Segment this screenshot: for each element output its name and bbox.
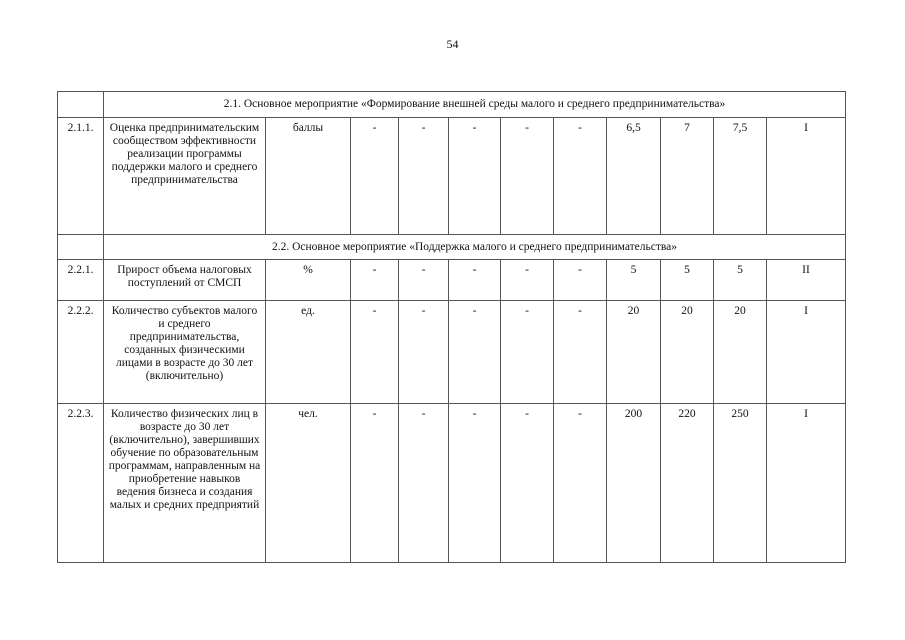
table-row [58, 260, 846, 301]
indicator-name: Прирост объема налоговых поступлений от СМСП [104, 260, 266, 301]
category-cell: I [767, 404, 846, 563]
value-cell: - [351, 404, 399, 563]
table-row [58, 404, 846, 563]
indicator-name: Количество физических лиц в возрасте до 30 лет (включительно), завершивших обучение по образовательным программам, направленным на приобретение навыков ведения бизнеса и создания малых и средних предприятий [104, 404, 266, 563]
value-cell: 7,5 [714, 118, 767, 235]
value-cell: - [554, 118, 607, 235]
category-cell: II [767, 260, 846, 301]
value-cell: 7 [661, 118, 714, 235]
value-cell: - [501, 118, 554, 235]
value-cell: - [554, 404, 607, 563]
unit-cell: чел. [266, 404, 351, 563]
value-cell: - [351, 301, 399, 404]
value-cell: 220 [661, 404, 714, 563]
value-cell: 6,5 [607, 118, 661, 235]
section-num-cell [58, 235, 104, 260]
section-row [58, 92, 846, 118]
value-cell: - [449, 404, 501, 563]
value-cell: - [449, 301, 501, 404]
value-cell: - [501, 404, 554, 563]
page-number: 54 [446, 37, 459, 51]
value-cell: - [351, 260, 399, 301]
table-row [58, 118, 846, 235]
category-cell: I [767, 118, 846, 235]
value-cell: 5 [607, 260, 661, 301]
value-cell: - [449, 118, 501, 235]
row-number: 2.2.2. [58, 301, 104, 404]
value-cell: - [399, 260, 449, 301]
value-cell: 20 [661, 301, 714, 404]
indicator-name: Количество субъектов малого и среднего предпринимательства, созданных физическими лицами в возрасте до 30 лет (включительно) [104, 301, 266, 404]
indicator-name: Оценка предпринимательским сообществом эффективности реализации программы поддержки малого и среднего предпринимательства [104, 118, 266, 235]
row-number: 2.2.3. [58, 404, 104, 563]
unit-cell: баллы [266, 118, 351, 235]
value-cell: - [449, 260, 501, 301]
unit-cell: % [266, 260, 351, 301]
value-cell: 20 [607, 301, 661, 404]
value-cell: - [554, 260, 607, 301]
value-cell: - [399, 404, 449, 563]
value-cell: - [501, 260, 554, 301]
value-cell: 5 [661, 260, 714, 301]
row-number: 2.2.1. [58, 260, 104, 301]
section-title: 2.2. Основное мероприятие «Поддержка малого и среднего предпринимательства» [104, 235, 846, 260]
value-cell: - [399, 301, 449, 404]
value-cell: 250 [714, 404, 767, 563]
indicators-table [57, 91, 846, 563]
value-cell: - [351, 118, 399, 235]
category-cell: I [767, 301, 846, 404]
section-num-cell [58, 92, 104, 118]
section-row [58, 235, 846, 260]
row-number: 2.1.1. [58, 118, 104, 235]
value-cell: 20 [714, 301, 767, 404]
unit-cell: ед. [266, 301, 351, 404]
value-cell: 5 [714, 260, 767, 301]
value-cell: - [501, 301, 554, 404]
value-cell: 200 [607, 404, 661, 563]
value-cell: - [554, 301, 607, 404]
value-cell: - [399, 118, 449, 235]
table-row [58, 301, 846, 404]
section-title: 2.1. Основное мероприятие «Формирование внешней среды малого и среднего предпринимательства» [104, 92, 846, 118]
